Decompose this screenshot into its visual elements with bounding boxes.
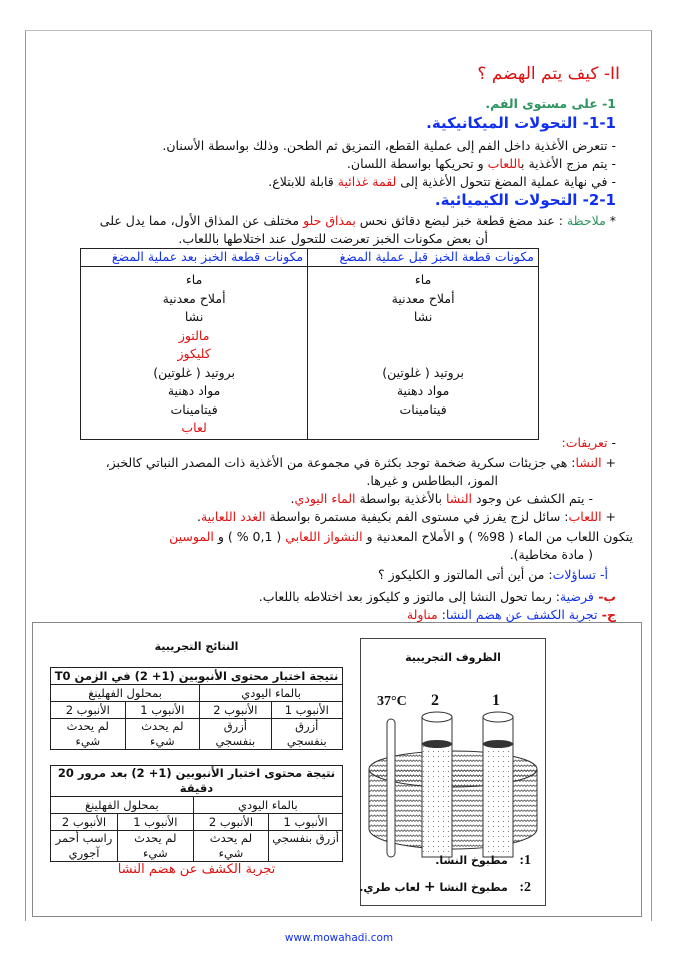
note-line-1: * ملاحظة : عند مضغ قطعة خبز لبضع دقائق نحس بمذاق حلو مختلف عن المذاق الأول، مما يدل على	[99, 213, 616, 228]
experimental-conditions-diagram	[360, 638, 546, 906]
results-table-t0: نتيجة اختبار محتوى الأنبوبين (1+ 2) في الزمن T0 بالماء اليودي بمحلول الفهلينغ الأنبوب 1 الأنبوب 2 الأنبوب 1 الأنبوب 2 أزرق بنفسجي أزرق بنفسجي لم يحدث شيء لم يحدث شيء	[50, 667, 343, 750]
water-bath-illustration	[361, 699, 545, 899]
hypothesis: ب- فرضية: ربما تحول النشا إلى مالتوز و كليكوز بعد اختلاطه باللعاب.	[258, 589, 616, 604]
footer-url[interactable]: www.mowahadi.com	[284, 932, 394, 944]
starch-detection: - يتم الكشف عن وجود النشا بالأغذية بواسطة الماء اليودي.	[290, 491, 593, 506]
def-saliva: + اللعاب: سائل لزج يفرز في مستوى الفم بكيفية مستمرة بواسطة الغدد اللعابية.	[196, 509, 616, 524]
bread-components-table	[80, 248, 539, 440]
mech-line-1: - تتعرض الأغذية داخل الفم إلى عملية القطع، التمزيق ثم الطحن. وذلك بواسطة الأسنان.	[162, 138, 616, 153]
temperature-label: 37°C	[377, 694, 407, 709]
table-caption: نتيجة اختبار محتوى الأنبوبين (1+ 2) في الزمن T0	[51, 668, 343, 685]
section-heading: كيف يتم الهضم ؟	[477, 64, 599, 84]
legend-2: 2: مطبوخ النشا + لعاب طري.	[359, 879, 531, 895]
subsection-mechanical: 1-1- التحولات الميكانيكية.	[426, 114, 616, 132]
table-caption: نتيجة محتوى اختبار الأنبوبين (1+ 2) بعد مرور 20 دقيقة	[51, 766, 343, 797]
experiment-heading: ج- تجربة الكشف عن هضم النشا: مناولة	[406, 607, 616, 622]
section-number: II-	[603, 64, 620, 84]
subsection-chemical: 2-1- التحولات الكيميائية.	[434, 191, 616, 209]
before-column: ماء أملاح معدنية نشا بروتيد ( غلوتين) مواد دهنية فيتامينات	[308, 267, 539, 440]
saliva-composition: يتكون اللعاب من الماء ( 98% ) و الأملاح المعدنية و النشواز اللعابي ( 0,1 % ) و الموسين	[169, 529, 633, 544]
tube-1-label: 1	[492, 692, 500, 709]
mech-line-3: - في نهاية عملية المضغ تتحول الأغذية إلى لقمة غذائية قابلة للابتلاع.	[268, 174, 616, 189]
saliva-composition-line-2: ( مادة مخاطية).	[509, 547, 593, 562]
results-table-20min: نتيجة محتوى اختبار الأنبوبين (1+ 2) بعد مرور 20 دقيقة بالماء اليودي بمحلول الفهلينغ الأنبوب 1 الأنبوب 2 الأنبوب 1 الأنبوب 2 أزرق بنفسجي لم يحدث شيء لم يحدث شيء راسب أحمر آجوري	[50, 765, 343, 862]
experiment-caption: تجربة الكشف عن هضم النشا	[117, 862, 276, 877]
header-after: مكونات قطعة الخبز بعد عملية المضغ	[81, 249, 308, 267]
thermometer-icon	[387, 719, 395, 857]
legend-1: 1: مطبوخ النشا.	[435, 853, 531, 868]
header-before: مكونات قطعة الخبز قبل عملية المضغ	[308, 249, 539, 267]
subsection-mouth: 1- على مستوى الفم.	[485, 96, 616, 111]
note-line-2: أن بعض مكونات الخبز تعرضت للتحول عند اختلاطها باللعاب.	[178, 231, 488, 246]
questions: أ- تساؤلات: من أين أتى المالتوز و الكليكوز ؟	[378, 567, 608, 582]
diagram-title: الظروف التجريبية	[405, 651, 501, 664]
after-column: ماء أملاح معدنية نشا مالتوز كليكوز بروتيد ( غلوتين) مواد دهنية فيتامينات لعاب	[81, 267, 308, 440]
section-title	[477, 66, 620, 82]
def-starch: + النشا: هي جزيئات سكرية ضخمة توجد بكثرة في مجموعة من الأغذية ذات المصدر النباتي كالخبز،	[105, 455, 616, 470]
results-title: النتائج التجريبية	[154, 640, 239, 653]
tube-2-label: 2	[431, 692, 439, 709]
mech-line-2: - يتم مزج الأغذية باللعاب و تحريكها بواسطة اللسان.	[346, 156, 616, 171]
def-starch-line-2: الموز، البطاطس و غيرها.	[366, 473, 498, 488]
definitions-heading: - تعريفات:	[561, 435, 616, 450]
